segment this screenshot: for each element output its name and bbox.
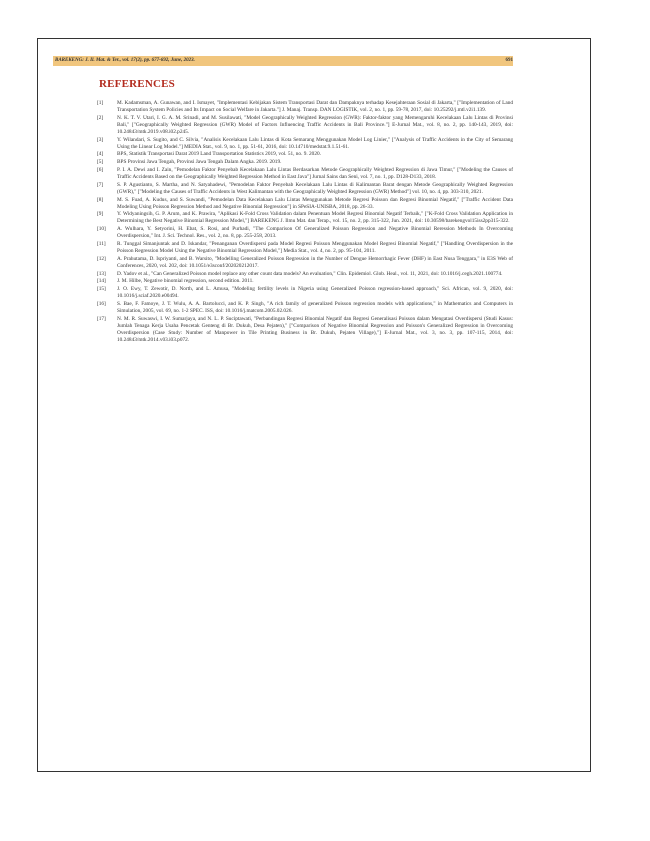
reference-text: M. Kadamsman, A. Gunawan, and I. Ismayet, "Implementasi Kebijakan Sistem Transportasi Darat dan Dampaknya terhadap Kesejahteraan Sosial di Jakarta," ["Implementation of Land Transportation System Policies and Its Impact on Social Welfare in Jakarta."] J. Manaj. Transp. DAN LOGISTIK, vol. 2, no. 1, pp. 59-78, 2017, doi: 10.25292/j.mtl.v2i1.139. — [117, 100, 513, 113]
references-heading: REFERENCES — [99, 78, 175, 90]
reference-item — [97, 137, 513, 151]
reference-text: N. K. T. V. Utari, I. G. A. M. Srinadi, and M. Susilawati, "Model Geographically Weighted Regression (GWR): Faktor-faktor yang Memengaruhi Kecelakaan Lalu Lintas di Provinsi Bali," ["Geographically Weighted Regression (GWR) Model of Factors Influencing Traffic Accidents in Bali Province."] E-Jurnal Mat., vol. 8, no. 2, pp. 140-143, 2019, doi: 10.24843/mtk.2019.v08.i02.p245. — [117, 114, 513, 135]
reference-number: [7] — [97, 181, 104, 188]
reference-list — [97, 100, 513, 345]
reference-text: S. Bae, F. Famoye, J. T. Wulu, A. A. Bartolucci, and K. P. Singh, "A rich family of generalized Poisson regression models with applications," in Mathematics and Computers in Simulation, 2005, vol. 69, no. 1-2 SPEC. ISS, doi: 10.1016/j.matcom.2005.02.026. — [117, 300, 513, 314]
reference-item — [97, 286, 513, 300]
reference-text: A. Wulhara, Y. Setyorini, H. Ebat, S. Rosi, and Purhadi, "The Comparison Of Generalized Poisson Regression and Negative Binomial Reression Methods In Overcoming Overdispersion," Int. J. Sci. Technol. Res., vol. 2, no. 8, pp. 255-258, 2013. — [117, 226, 513, 240]
reference-number: [10] — [97, 226, 106, 233]
reference-number: [15] — [97, 286, 106, 293]
reference-number: [6] — [97, 166, 104, 173]
reference-text: S. P. Agustianto, S. Martha, and N. Satyahadewi, "Pemodelan Faktor Penyebab Kecelakaan Lalu Lintas di Kalimantan Barat dengan Metode Geographically Weighted Regression (GWR)," ["Modeling the Causes of Traffic Accidents in West Kalimantan with the Geographically Weighted Regression (GWR) Method"] vol. 10, no. 4, pp. 303-310, 2021. — [117, 181, 513, 195]
reference-number: [8] — [97, 196, 104, 203]
journal-citation: BAREKENG: J. Il. Mat. & Ter., vol. 17(2), pp. 677-692, June, 2023. — [55, 58, 195, 63]
reference-item — [97, 197, 513, 211]
reference-item — [97, 167, 513, 181]
reference-text: D. Yadov et al., "Can Generalized Poisson model replace any other count data models? An evaluation," Clin. Epidemiol. Glob. Heal., vol. 11, 2021, doi: 10.1016/j.cegh.2021.100774. — [117, 270, 503, 277]
reference-text: R. Tunggal Simanjuntak and D. Iskandar, "Penanganan Overdispersi pada Model Regresi Poisson Menggunakan Model Regresi Binomial Negatif," ["Handling Overdispersion in the Poisson Regression Model Using the Negative Binomial Regression Model,"] Media Stat., vol. 4, no. 2, pp. 95-104, 2011. — [117, 240, 513, 254]
reference-number: [14] — [97, 278, 106, 285]
reference-text: Y. Wilandari, S. Sugito, and C. Silvia, "Analisis Kecelakaan Lalu Lintas di Kota Semarang Menggunakan Model Log Linier," ["Analysis of Traffic Accidents in the City of Semarang Using the Linear Log Model."] MEDIA Stat., vol. 9, no. 1, pp. 51-61, 2016, doi: 10.14710/medstat.9.1.51-61. — [117, 136, 513, 150]
reference-item — [97, 211, 513, 225]
reference-text: P. I. A. Dewi and I. Zain, "Pemodelan Faktor Penyebab Kecelakaan Lalu Lintas Berdasarkan Metode Geographically Weighted Regression di Jawa Timur," ["Modeling the Causes of Traffic Accidents Based on the Geographically Weighted Regression Method in East Java"] Jurnal Sains dan Seni, vol. 7, no. 1, pp. D128-D133, 2018. — [117, 166, 513, 180]
reference-text: J. M. Hilbe, Negative binomial regression, second edition. 2011. — [117, 278, 254, 285]
reference-number: [2] — [97, 114, 104, 121]
reference-item — [97, 278, 513, 285]
reference-item — [97, 301, 513, 315]
reference-number: [13] — [97, 270, 106, 277]
reference-item — [97, 256, 513, 270]
reference-number: [17] — [97, 315, 106, 322]
reference-item — [97, 151, 513, 158]
reference-number: [1] — [97, 100, 104, 106]
reference-item — [97, 159, 513, 166]
page-number: 691 — [505, 58, 513, 63]
running-header — [53, 56, 513, 66]
reference-item — [97, 226, 513, 240]
reference-text: BPS Provinsi Jawa Tengah, Provinsi Jawa Tengah Dalam Angka. 2019. 2019. — [117, 159, 282, 166]
reference-item — [97, 100, 513, 114]
reference-item — [97, 115, 513, 136]
reference-number: [9] — [97, 211, 104, 218]
reference-text: BPS, Statistik Transportasi Darat 2019 Land Transportation Statistics 2019, vol. 51, no. 9. 2020. — [117, 151, 321, 158]
reference-item — [97, 271, 513, 278]
reference-number: [11] — [97, 240, 106, 247]
reference-number: [3] — [97, 136, 104, 143]
reference-text: J. O. Ewy, T. Zewotir, D. North, and L. Amusa, "Modeling fertility levels in Nigeria using Generalized Poisson regression-based approach," Sci. African, vol. 9, 2020, doi: 10.1016/j.sciaf.2020.e00494. — [117, 286, 513, 300]
reference-text: M. S. Fuad, A. Kudus, and S. Suwandi, "Pemodelan Data Kecelakaan Lalu Lintas Menggunakan Metode Regresi Poisson dan Regresi Binomial Negatif," ["Traffic Accident Data Modeling Using Poisson Regression Method and Negative Binomial Regression"] in SPeSIA-UNISBA, 2018, pp. 26-33. — [117, 196, 513, 210]
reference-number: [4] — [97, 151, 104, 158]
reference-item — [97, 182, 513, 196]
reference-number: [16] — [97, 300, 106, 307]
reference-text: N. M. R. Suwaswi, I. W. Sumarjaya, and N. L. P. Suciptawati, "Perbandingan Regresi Binomial Negatif dan Regresi Generalisasi Poisson dalam Mengatasi Overdispersi (Studi Kasus: Jumlah Tenaga Kerja Usaha Pencetak Genteng di Br. Dukuh, Desa Pejaten)," ["Comparison of Negative Binomial Regression and Poisson's Generalized Regression in Overcoming Overdispersion (Case Study: Number of Manpower in Tile Printing Business in Br. Dukuh, Pejaten Village),"] E-Jurnal Mat., vol. 3, no. 3, pp. 107-115, 2014, doi: 10.24843/mtk.2014.v03.i03.p072. — [117, 315, 513, 343]
reference-number: [12] — [97, 255, 106, 262]
reference-text: A. Prahutama, D. Ispriyanti, and B. Warsito, "Modelling Generalized Poisson Regression in the Number of Dengue Hemorrhagic Fever (DHF) in East Nusa Tenggara," in E3S Web of Conferences, 2020, vol. 202, doi: 10.1051/e3sconf/202020212017. — [117, 255, 513, 269]
reference-item — [97, 316, 513, 344]
reference-text: Y. Widyaningsih, G. P. Arum, and K. Prawira, "Aplikasi K-Fold Cross Validation dalam Penentuan Model Regresi Binomial Negatif Terbaik," ["K-Fold Cross Validation Application in Determining the Best Negative Binomial Regression Model,"] BAREKENG J. Ilmu Mat. dan Terap., vol. 15, no. 2, pp. 315-322, Jun. 2021, doi: 10.30598/barekengvol15iss2pp315-322. — [117, 211, 513, 225]
reference-number: [5] — [97, 159, 104, 166]
reference-item — [97, 241, 513, 255]
